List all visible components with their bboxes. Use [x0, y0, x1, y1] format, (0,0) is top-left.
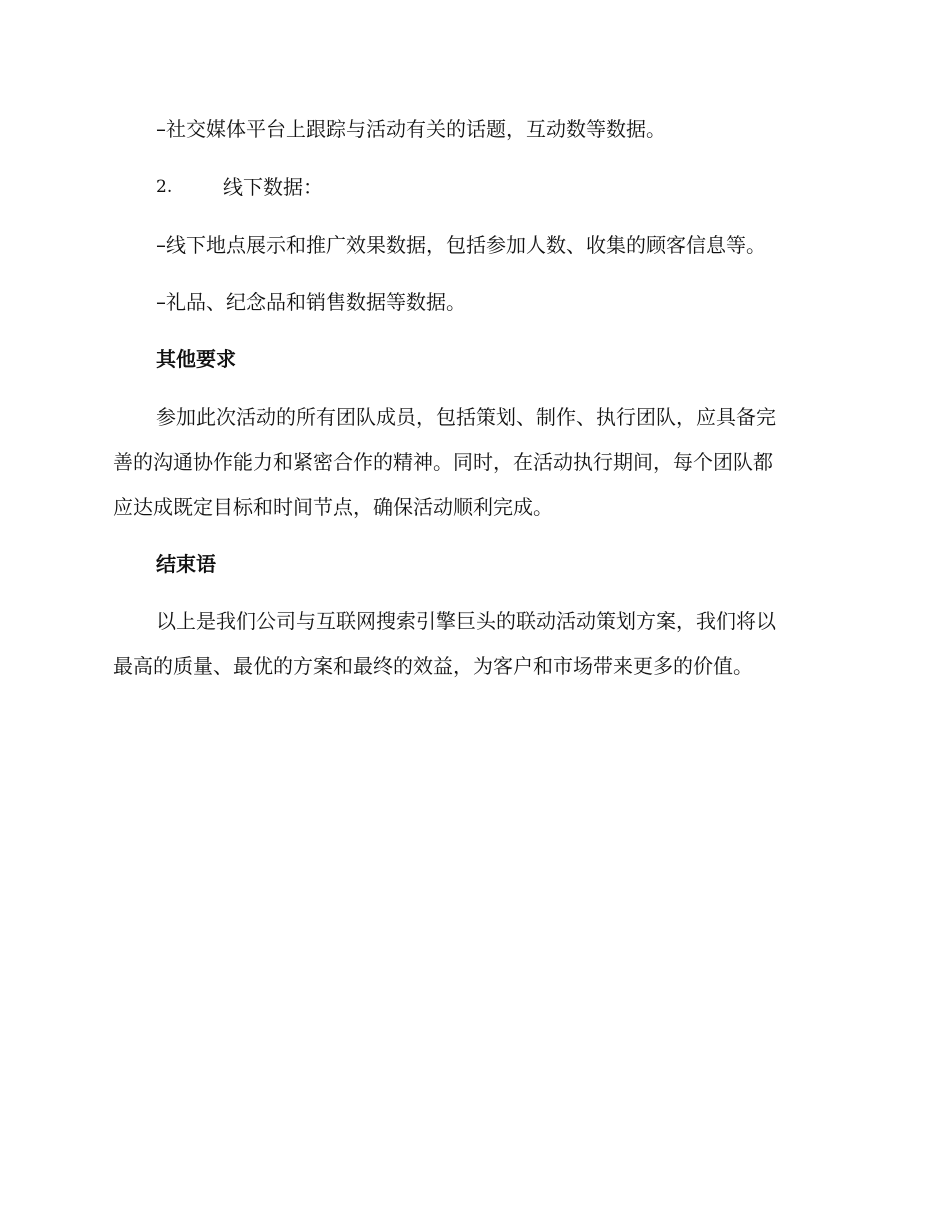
heading-conclusion: 结束语	[156, 552, 216, 576]
bullet-gifts-sales: –礼品、纪念品和销售数据等数据。	[156, 290, 466, 314]
paragraph-line: 最高的质量、最优的方案和最终的效益，为客户和市场带来更多的价值。	[113, 654, 753, 678]
paragraph-line: 善的沟通协作能力和紧密合作的精神。同时，在活动执行期间，每个团队都	[113, 450, 773, 474]
heading-other-requirements: 其他要求	[156, 347, 236, 371]
bullet-social-media: –社交媒体平台上跟踪与活动有关的话题，互动数等数据。	[156, 117, 666, 141]
bullet-offline-display: –线下地点展示和推广效果数据，包括参加人数、收集的顾客信息等。	[156, 233, 766, 257]
list-label: 线下数据：	[223, 175, 323, 199]
paragraph-line: 参加此次活动的所有团队成员，包括策划、制作、执行团队，应具备完	[156, 405, 776, 429]
list-number: 2.	[156, 177, 173, 197]
paragraph-line: 应达成既定目标和时间节点，确保活动顺利完成。	[113, 495, 553, 519]
paragraph-line: 以上是我们公司与互联网搜索引擎巨头的联动活动策划方案，我们将以	[156, 609, 776, 633]
